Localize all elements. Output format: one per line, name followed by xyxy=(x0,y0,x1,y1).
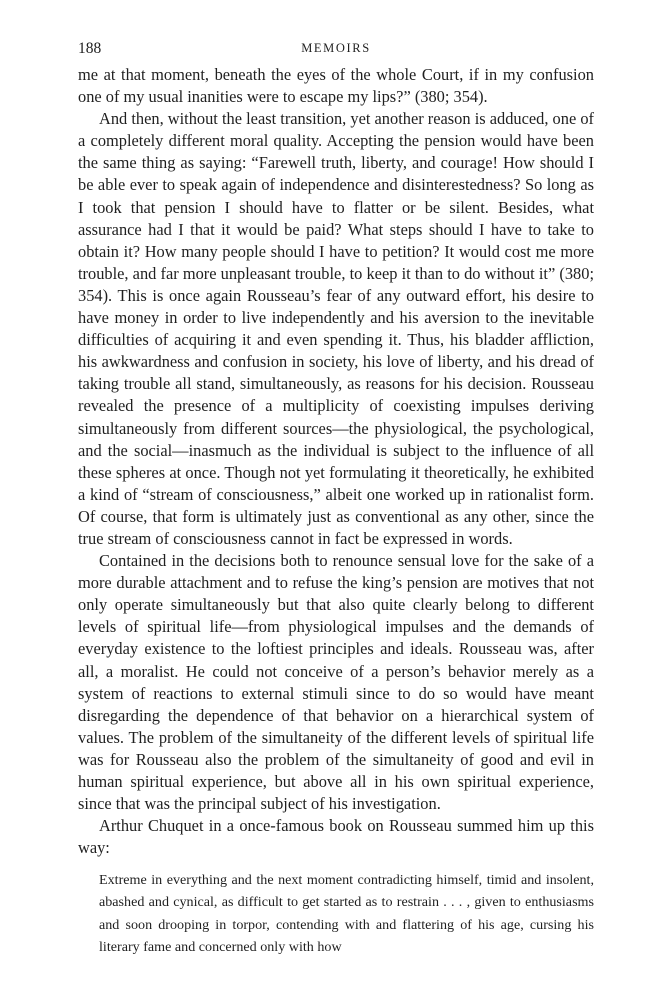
paragraph: And then, without the least transition, yet another reason is adduced, one of a completely different moral quality. Accepting the pension would have been the same thing as saying: “Farewell truth, liberty, and courage! How should I be able ever to speak again of independence and disinterestedness? So long as I took that pension I should have to flatter or be silent. Besides, what assurance had I that it would be paid? What steps should I have to take to obtain it? How many people should I have to petition? It would cost me more trouble, and far more unpleasant trouble, to keep it than to do without it” (380; 354). This is once again Rousseau’s fear of any outward effort, his desire to have money in order to live independently and his aversion to the inevitable difficulties of acquiring it and even spending it. Thus, his bladder affliction, his awkwardness and confusion in society, his love of liberty, and his dread of taking trouble all stand, simultaneously, as reasons for his decision. Rousseau revealed the presence of a multiplicity of coexisting impulses deriving simultaneously from different sources—the physiological, the psychological, and the social—inasmuch as the individual is subject to the influence of all these spheres at once. Though not yet formulating it theoretically, he exhibited a kind of “stream of consciousness,” albeit one worked up in rationalist form. Of course, that form is ultimately just as conventional as any other, since the true stream of consciousness cannot in fact be expressed in words. xyxy=(78,109,594,548)
paragraph: me at that moment, beneath the eyes of the whole Court, if in my confusion one of my usual inanities were to escape my lips?” (380; 354). xyxy=(78,65,594,107)
paragraph: Arthur Chuquet in a once-famous book on Rousseau summed him up this way: xyxy=(78,816,594,858)
body-text xyxy=(78,64,594,859)
paragraph: Contained in the decisions both to renounce sensual love for the sake of a more durable attachment and to refuse the king’s pension are motives that not only operate simultaneously but that also quite clearly belong to different levels of spiritual life—from physiological impulses and the demands of everyday existence to the loftiest principles and ideals. Rousseau was, after all, a moralist. He could not conceive of a person’s behavior merely as a system of reactions to external stimuli since to do so would have meant disregarding the dependence of that behavior on a hierarchical system of values. The problem of the simultaneity of the different levels of spiritual life was for Rousseau also the problem of the simultaneity of good and evil in human spiritual experience, but above all in his own spiritual experience, since that was the principal subject of his investigation. xyxy=(78,551,594,814)
page-number: 188 xyxy=(78,40,102,57)
block-quote: Extreme in everything and the next moment contradicting himself, timid and insolent, abashed and cynical, as difficult to get started as to restrain . . . , given to enthusiasms and soon drooping in torpor, contending with and flattering of his age, cursing his literary fame and concerned only with how xyxy=(99,872,594,955)
running-head xyxy=(78,40,594,64)
book-page xyxy=(78,40,594,958)
running-title: MEMOIRS xyxy=(301,41,371,55)
